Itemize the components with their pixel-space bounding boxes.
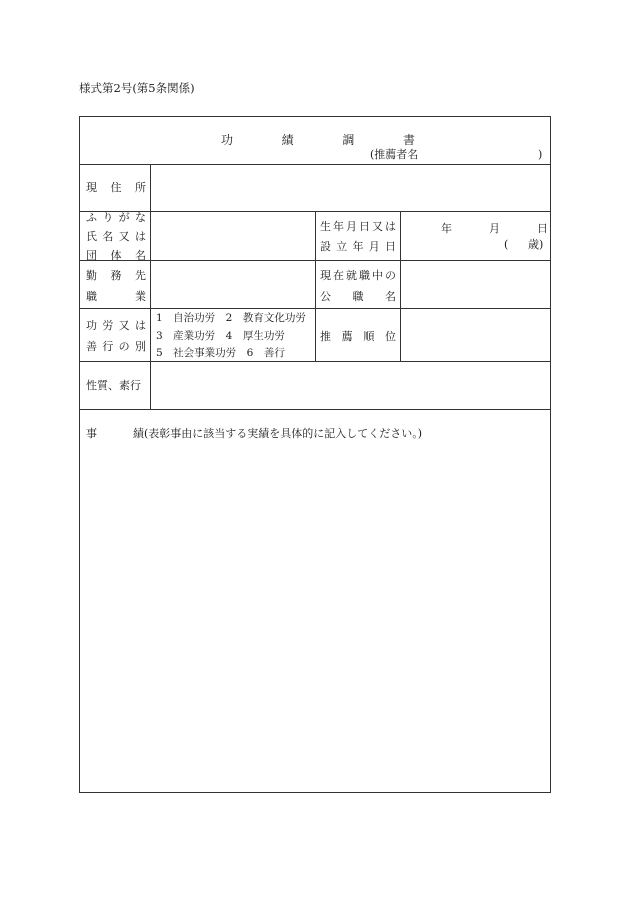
- label-column-divider: [150, 164, 151, 409]
- merit-option-line: 1 自治功労 2 教育文化功労: [156, 312, 306, 324]
- character-label: 性質、素行: [86, 379, 141, 392]
- middle-column-divider: [315, 211, 316, 361]
- achievements-label-second: 績: [133, 427, 144, 440]
- workplace-field[interactable]: [152, 262, 314, 307]
- rank-label: 推 薦 順 位: [320, 330, 396, 343]
- address-field[interactable]: [152, 165, 550, 210]
- recommender-name-open: (推薦者名: [370, 148, 419, 161]
- character-field[interactable]: [152, 363, 550, 408]
- address-label: 現 住 所: [86, 181, 146, 194]
- form-number: 様式第2号(第5条関係): [79, 81, 195, 95]
- merit-option-line: 3 産業功労 4 厚生功労: [156, 330, 285, 342]
- merit-record-form: [79, 116, 551, 793]
- right-label-divider: [400, 211, 401, 361]
- age-open: (: [504, 238, 509, 251]
- public-office-field[interactable]: [402, 262, 550, 307]
- recommender-name-close: ): [538, 148, 543, 161]
- birth-date-label: 生 年 月 日 又 は 設 立 年 月 日: [320, 220, 396, 253]
- merit-option-line: 5 社会事業功労 6 善行: [156, 347, 285, 359]
- name-field[interactable]: [152, 213, 314, 259]
- merit-type-label: 功 労 又 は 善 行 の 別: [86, 318, 146, 353]
- year-unit: 年: [441, 222, 452, 235]
- achievements-note: (表彰事由に該当する実績を具体的に記入してください。): [144, 427, 423, 440]
- workplace-label: 勤 務 先 職 業: [86, 268, 146, 303]
- rank-field[interactable]: [402, 310, 550, 360]
- month-unit: 月: [489, 222, 500, 235]
- public-office-label: 現 在 就 職 中 の 公 職 名: [320, 268, 396, 303]
- form-title: 功 績 調 書: [221, 133, 415, 147]
- age-close: 歳): [528, 238, 544, 251]
- day-unit: 日: [537, 222, 548, 235]
- divider-character: [80, 409, 550, 410]
- name-label: ふ り が な 氏 名 又 は 団 体 名: [86, 211, 146, 262]
- achievements-field[interactable]: [86, 447, 546, 787]
- achievements-label-first: 事: [86, 427, 97, 440]
